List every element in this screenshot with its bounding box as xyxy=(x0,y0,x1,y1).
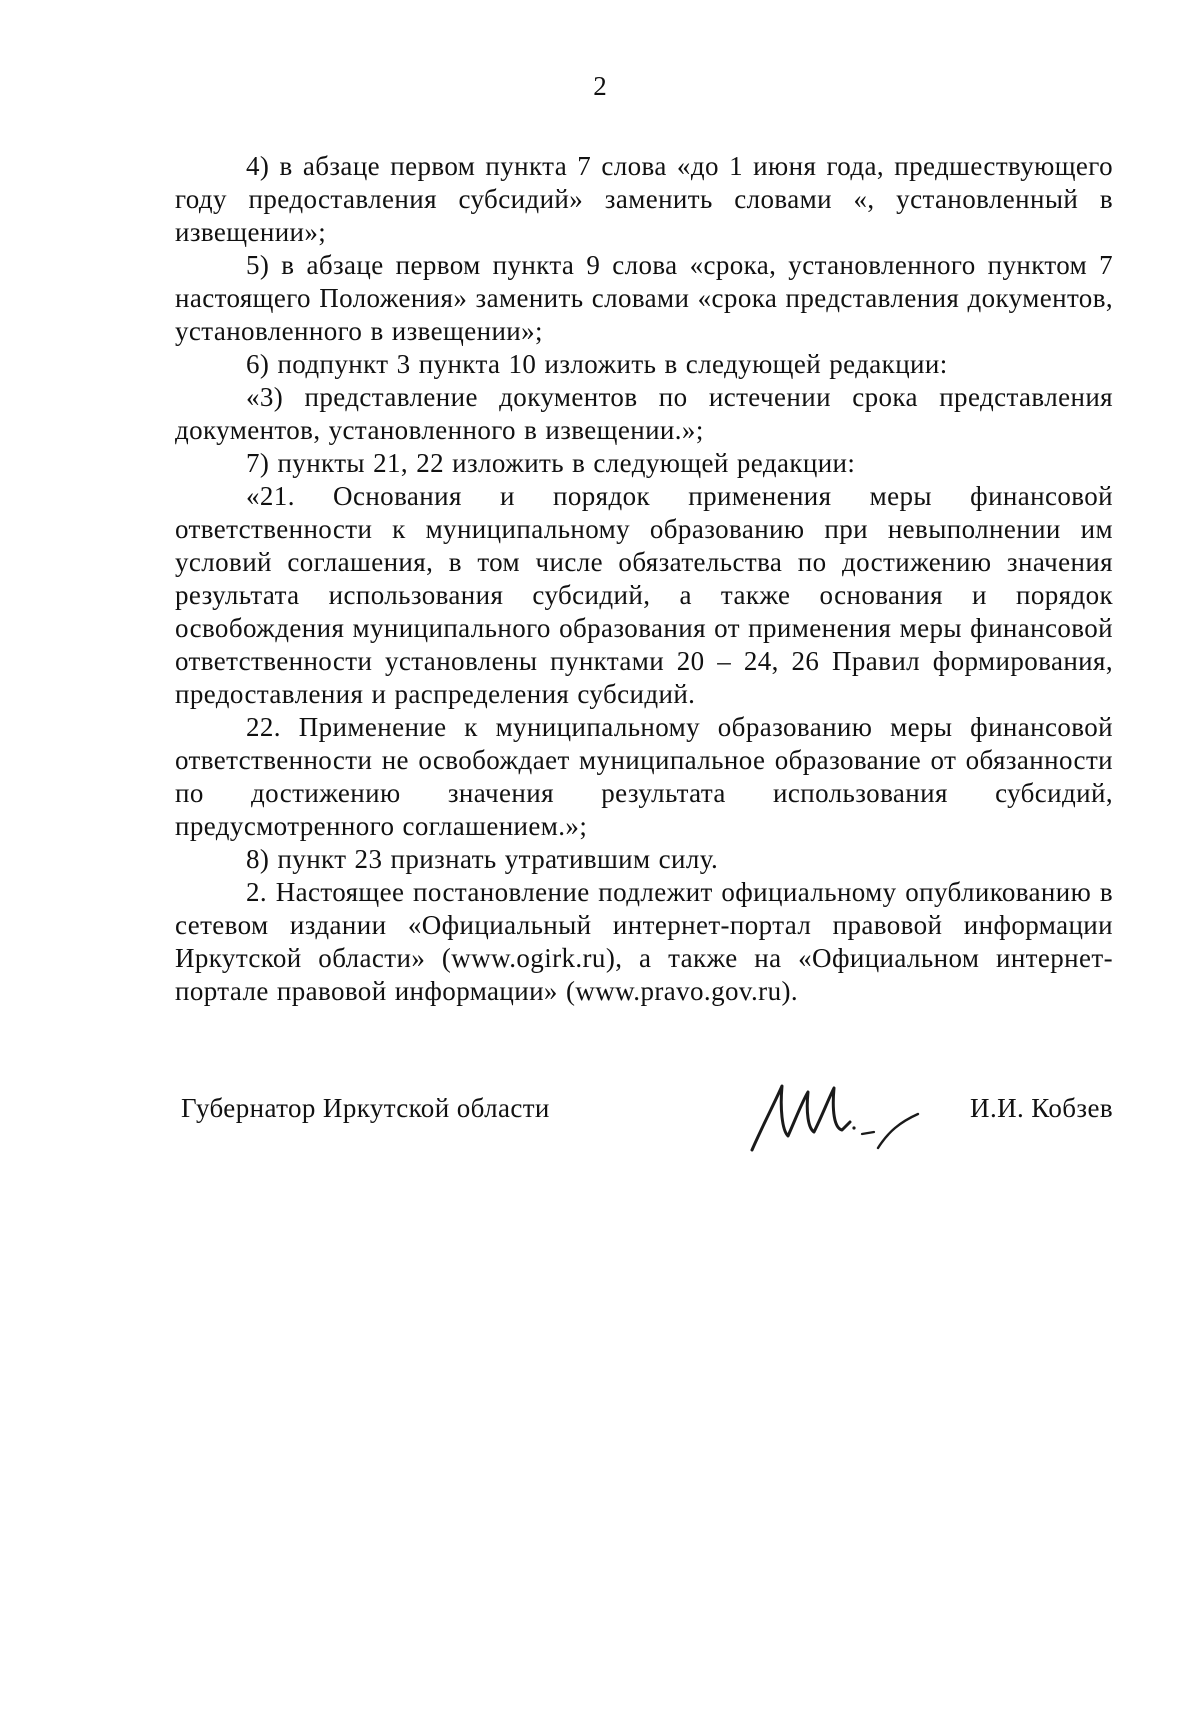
signatory-name: И.И. Кобзев xyxy=(970,1093,1113,1123)
paragraph-point-22-text: 22. Применение к муниципальному образованию меры финансовой ответственности не освобождает муниципальное образование от обязанности по достижению значения результата использования субсидий, предусмотренного соглашением.»; xyxy=(175,712,1113,841)
signature-block xyxy=(175,1080,1113,1170)
paragraph-item-4: 4) в абзаце первом пункта 7 слова «до 1 июня года, предшествующего году предоставления субсидий» заменить словами «, установленный в извещении»; xyxy=(175,151,1113,247)
paragraph-subitem-3-text: «3) представление документов по истечении срока представления документов, установленного в извещении.»; xyxy=(175,382,1113,445)
paragraph-item-5: 5) в абзаце первом пункта 9 слова «срока, установленного пунктом 7 настоящего Положения» заменить словами «срока представления документов, установленного в извещении»; xyxy=(175,250,1113,346)
paragraph-item-8: 8) пункт 23 признать утратившим силу. xyxy=(246,844,719,874)
page-number: 2 xyxy=(593,71,607,101)
paragraph-item-7: 7) пункты 21, 22 изложить в следующей редакции: xyxy=(246,448,856,478)
handwritten-signature xyxy=(740,1072,940,1162)
paragraph-publication: 2. Настоящее постановление подлежит официальному опубликованию в сетевом издании «Официальный интернет-портал правовой информации Иркутской области» (www.ogirk.ru), а также на «Официальном интернет-портале правовой информации» (www.pravo.gov.ru). xyxy=(175,877,1113,1006)
document-body xyxy=(175,150,1113,1008)
paragraph-point-21-text: «21. Основания и порядок применения меры финансовой ответственности к муниципальному образованию при невыполнении им условий соглашения, в том числе обязательства по достижению значения результата использования субсидий, а также основания и порядок освобождения муниципального образования от применения меры финансовой ответственности установлены пунктами 20 – 24, 26 Правил формирования, предоставления и распределения субсидий. xyxy=(175,481,1113,709)
paragraph-item-6: 6) подпункт 3 пункта 10 изложить в следующей редакции: xyxy=(246,349,948,379)
signatory-position: Губернатор Иркутской области xyxy=(181,1093,550,1123)
